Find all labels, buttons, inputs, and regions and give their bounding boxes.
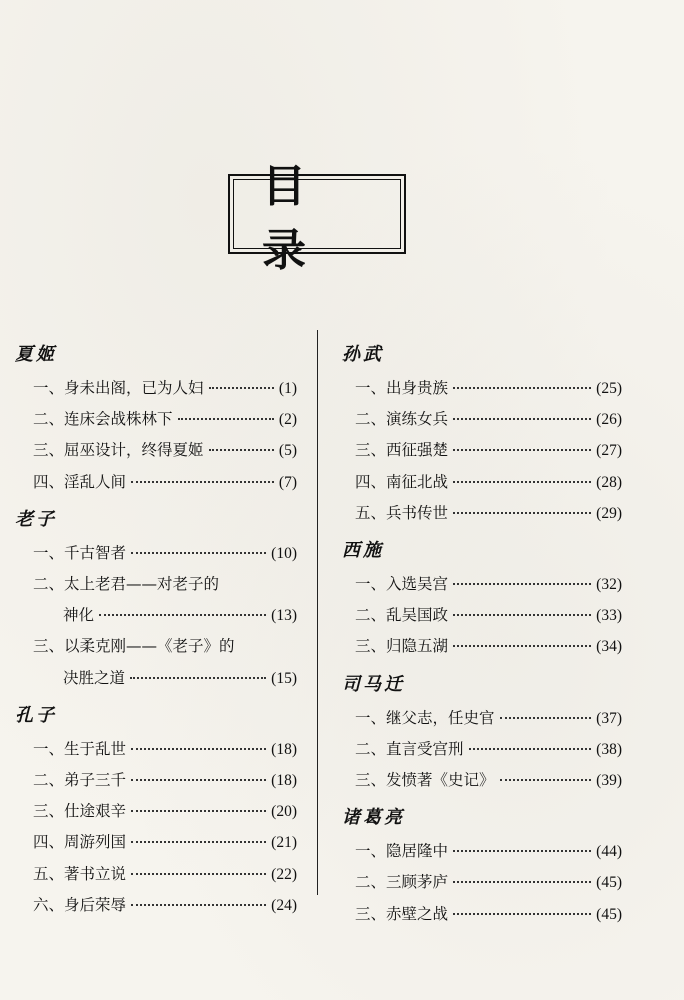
toc-entry bbox=[355, 470, 622, 492]
toc-entry-label: 三、西征强楚 bbox=[355, 441, 449, 460]
toc-entry-label: 一、千古智者 bbox=[33, 543, 127, 562]
dot-leader bbox=[209, 387, 274, 389]
page-number: (1) bbox=[278, 380, 297, 397]
toc-entry bbox=[355, 737, 622, 759]
toc-entry bbox=[33, 407, 297, 429]
toc-entry-label: 二、太上老君——对老子的 bbox=[33, 575, 220, 593]
page-number: (7) bbox=[278, 473, 297, 491]
dot-leader bbox=[131, 481, 274, 483]
page-number: (20) bbox=[271, 803, 297, 821]
toc-title-box bbox=[228, 161, 406, 276]
dot-leader bbox=[453, 850, 591, 852]
page-number: (29) bbox=[596, 504, 622, 522]
dot-leader bbox=[453, 449, 591, 451]
page-number: (28) bbox=[596, 473, 622, 491]
section-heading: 老子 bbox=[15, 508, 57, 530]
toc-entry-label: 二、三顾茅庐 bbox=[355, 873, 449, 892]
toc-entry bbox=[33, 830, 297, 852]
section-heading: 夏姬 bbox=[15, 344, 57, 365]
dot-leader bbox=[453, 583, 591, 585]
page-number: (13) bbox=[271, 607, 297, 625]
toc-entry bbox=[33, 768, 297, 790]
page-number: (33) bbox=[596, 607, 622, 625]
toc-entry bbox=[33, 470, 297, 492]
toc-entry-label: 一、入选吴宫 bbox=[355, 575, 449, 593]
page-number: (24) bbox=[271, 896, 297, 914]
section-heading: 西施 bbox=[342, 540, 384, 561]
dot-leader bbox=[453, 512, 591, 514]
toc-entry bbox=[355, 870, 622, 892]
toc-entry bbox=[33, 737, 297, 759]
toc-entry bbox=[355, 902, 622, 924]
toc-entry bbox=[33, 376, 297, 398]
toc-entry bbox=[355, 407, 622, 429]
page-number: (37) bbox=[596, 709, 622, 727]
dot-leader bbox=[131, 810, 266, 812]
toc-entry-label: 四、周游列国 bbox=[33, 833, 127, 852]
column-divider bbox=[317, 330, 318, 895]
toc-entry-label: 二、连床会战株林下 bbox=[33, 410, 173, 429]
toc-entry bbox=[33, 799, 297, 821]
page-number: (44) bbox=[596, 843, 622, 861]
page-number: (38) bbox=[596, 740, 622, 758]
page-number: (5) bbox=[278, 442, 297, 460]
page-number: (45) bbox=[596, 874, 622, 892]
dot-leader bbox=[130, 677, 266, 679]
toc-entry bbox=[355, 572, 622, 594]
toc-entry-label: 三、发愤著《史记》 bbox=[355, 771, 495, 789]
toc-entry bbox=[355, 603, 622, 625]
toc-entry bbox=[33, 438, 297, 460]
page-number: (25) bbox=[596, 380, 622, 397]
toc-entry bbox=[63, 666, 297, 688]
toc-entry-label: 五、著书立说 bbox=[33, 864, 127, 883]
toc-entry-continuation: 神化 bbox=[63, 606, 95, 625]
toc-entry-label: 一、生于乱世 bbox=[33, 739, 127, 758]
toc-entry-label: 四、南征北战 bbox=[355, 472, 449, 491]
page-number: (45) bbox=[596, 905, 622, 923]
dot-leader bbox=[131, 873, 266, 875]
dot-leader bbox=[453, 913, 591, 915]
page-number: (15) bbox=[271, 669, 297, 687]
toc-entry-label: 一、隐居隆中 bbox=[355, 842, 449, 861]
toc-entry bbox=[33, 862, 297, 884]
toc-entry bbox=[355, 706, 622, 728]
dot-leader bbox=[209, 449, 274, 451]
toc-entry-label: 四、淫乱人间 bbox=[33, 472, 127, 491]
page-number: (10) bbox=[271, 544, 297, 562]
page-title: 目 录 bbox=[262, 161, 338, 276]
toc-entry-label: 二、弟子三千 bbox=[33, 771, 127, 789]
toc-entry-label: 二、演练女兵 bbox=[355, 410, 449, 429]
toc-entry-label: 一、身未出阁，已为人妇 bbox=[33, 379, 204, 397]
dot-leader bbox=[500, 717, 592, 719]
dot-leader bbox=[131, 779, 266, 781]
toc-entry bbox=[355, 376, 622, 398]
dot-leader bbox=[469, 748, 592, 750]
page-number: (39) bbox=[596, 772, 622, 789]
toc-entry bbox=[355, 438, 622, 460]
page-number: (21) bbox=[271, 834, 297, 852]
dot-leader bbox=[178, 418, 274, 420]
toc-entry bbox=[355, 768, 622, 790]
toc-entry bbox=[33, 541, 297, 563]
dot-leader bbox=[500, 779, 592, 781]
dot-leader bbox=[453, 481, 591, 483]
dot-leader bbox=[453, 387, 591, 389]
page-number: (18) bbox=[271, 740, 297, 758]
toc-entry-label: 一、出身贵族 bbox=[355, 379, 449, 397]
toc-entry-label: 三、以柔克刚——《老子》的 bbox=[33, 637, 235, 656]
page-number: (18) bbox=[271, 772, 297, 789]
toc-entry bbox=[63, 603, 297, 625]
page-number: (32) bbox=[596, 576, 622, 593]
dot-leader bbox=[453, 418, 591, 420]
page-number: (2) bbox=[278, 411, 297, 429]
toc-entry bbox=[33, 893, 297, 915]
toc-entry-label: 二、直言受宫刑 bbox=[355, 739, 464, 758]
page-number: (26) bbox=[596, 411, 622, 429]
dot-leader bbox=[131, 748, 266, 750]
dot-leader bbox=[131, 841, 266, 843]
toc-entry-label: 二、乱吴国政 bbox=[355, 606, 449, 625]
toc-entry bbox=[355, 839, 622, 861]
toc-entry bbox=[355, 634, 622, 656]
page-number: (27) bbox=[596, 442, 622, 460]
toc-entry-label: 六、身后荣辱 bbox=[33, 895, 127, 914]
dot-leader bbox=[453, 614, 591, 616]
toc-entry bbox=[355, 501, 622, 523]
dot-leader bbox=[131, 552, 266, 554]
dot-leader bbox=[131, 904, 266, 906]
toc-entry-label: 三、赤壁之战 bbox=[355, 904, 449, 923]
section-heading: 孙武 bbox=[342, 344, 384, 365]
section-heading: 司马迁 bbox=[342, 673, 405, 695]
toc-entry-label: 三、屈巫设计，终得夏姬 bbox=[33, 441, 204, 460]
section-heading: 孔子 bbox=[15, 704, 57, 726]
toc-entry-continuation: 决胜之道 bbox=[63, 668, 126, 687]
dot-leader bbox=[99, 614, 266, 616]
toc-entry-label: 一、继父志，任史官 bbox=[355, 708, 495, 727]
dot-leader bbox=[453, 645, 591, 647]
dot-leader bbox=[453, 881, 591, 883]
section-heading: 诸葛亮 bbox=[342, 807, 405, 829]
toc-entry-label: 三、归隐五湖 bbox=[355, 637, 449, 656]
page-number: (22) bbox=[271, 865, 297, 883]
toc-entry-label: 五、兵书传世 bbox=[355, 503, 449, 522]
toc-entry-label: 三、仕途艰辛 bbox=[33, 802, 127, 821]
page-number: (34) bbox=[596, 638, 622, 656]
